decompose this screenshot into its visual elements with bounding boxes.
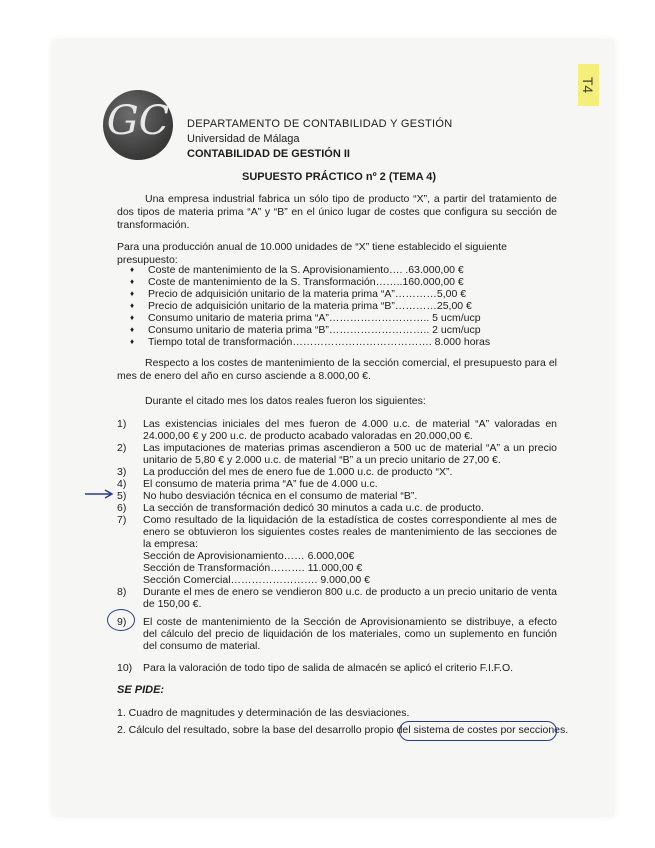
budget-list xyxy=(130,264,490,348)
real-data-intro: Durante el citado mes los datos reales fueron los siguientes: xyxy=(145,395,426,407)
list-item: 1) Las existencias iniciales del mes fueron de 4.000 u.c. de material “A” valoradas en 24.000,00 € y 200 u.c. de producto acabado valoradas en 20.000,00 €. xyxy=(117,418,557,442)
list-item: 9) El coste de mantenimiento de la Sección de Aprovisionamiento se distribuye, a efecto del cálculo del precio de liquidación de los materiales, como un suplemento en función del consumo de material. xyxy=(117,616,557,652)
department-name: DEPARTAMENTO DE CONTABILIDAD Y GESTIÓN xyxy=(187,118,453,130)
handwritten-circle-icon xyxy=(107,609,135,631)
real-data-list xyxy=(117,418,557,674)
university-logo: GC xyxy=(103,90,173,160)
budget-item: ♦ Coste de mantenimiento de la S. Transformación……..160.000,00 € xyxy=(130,276,490,288)
budget-item: ♦ Coste de mantenimiento de la S. Aprovisionamiento…. .63.000,00 € xyxy=(130,264,490,276)
page-title: SUPUESTO PRÁCTICO nº 2 (TEMA 4) xyxy=(242,171,437,183)
handwritten-tab-note: T4 xyxy=(578,64,599,106)
list-item: 8) Durante el mes de enero se vendieron 800 u.c. de producto a un precio unitario de venta de 150,00 €. xyxy=(117,586,557,610)
course-name: CONTABILIDAD DE GESTIÓN II xyxy=(187,148,350,160)
budget-item: ♦ Precio de adquisición unitario de la materia prima “A”…………5,00 € xyxy=(130,288,490,300)
handwritten-oval-icon xyxy=(399,721,557,741)
list-item: 6) La sección de transformación dedicó 30 minutos a cada u.c. de producto. xyxy=(117,502,484,514)
budget-item: ♦ Consumo unitario de materia prima “A”……………………….. 5 ucm/ucp xyxy=(130,312,490,324)
list-item: 7) Como resultado de la liquidación de la estadística de costes correspondiente al mes de enero se obtuvieron los siguientes costes reales de mantenimiento de las secciones de la empresa: Sección de Aprovisionamiento…… 6.000,00€ Sección de Transformación………. 11.000,00 € Sección Comercial……………………. 9.000,00 € xyxy=(117,514,557,586)
budget-item: ♦ Precio de adquisición unitario de la materia prima “B”…………25,00 € xyxy=(130,300,490,312)
list-item: 3) La producción del mes de enero fue de 1.000 u.c. de producto “X”. xyxy=(117,466,453,478)
request-2: 2. Cálculo del resultado, sobre la base del desarrollo propio del sistema de costes por secciones. xyxy=(117,724,569,736)
section-cost-aprov: Sección de Aprovisionamiento…… 6.000,00€ xyxy=(143,550,355,562)
se-pide-heading: SE PIDE: xyxy=(117,684,165,696)
section-cost-comercial: Sección Comercial……………………. 9.000,00 € xyxy=(143,574,370,586)
request-1: 1. Cuadro de magnitudes y determinación de las desviaciones. xyxy=(117,707,410,719)
list-item: 10) Para la valoración de todo tipo de salida de almacén se aplicó el criterio F.I.F.O. xyxy=(117,662,514,674)
budget-intro: Para una producción anual de 10.000 unidades de “X” tiene establecido el siguiente presupuesto: xyxy=(117,241,507,266)
section-cost-transf: Sección de Transformación………. 11.000,00 € xyxy=(143,562,363,574)
university-name: Universidad de Málaga xyxy=(187,133,300,145)
commercial-paragraph: Respecto a los costes de mantenimiento de la sección comercial, el presupuesto para el mes de enero del año en curso asciende a 8.000,00 €. xyxy=(117,357,557,382)
list-item: 4) El consumo de materia prima “A” fue de 4.000 u.c. xyxy=(117,478,378,490)
list-item: 5) No hubo desviación técnica en el consumo de material “B”. xyxy=(117,490,418,502)
list-item: 2) Las imputaciones de materias primas ascendieron a 500 uc de material “A” a un precio unitario de 5,80 € y 2.000 u.c. de material “B” a un precio unitario de 27,00 €. xyxy=(117,442,557,466)
handwritten-arrow-icon xyxy=(84,489,114,499)
budget-item: ♦ Tiempo total de transformación…………………………………. 8.000 horas xyxy=(130,336,490,348)
letterhead xyxy=(187,117,452,162)
budget-item: ♦ Consumo unitario de materia prima “B”……………………….. 2 ucm/ucp xyxy=(130,324,490,336)
intro-paragraph: Una empresa industrial fabrica un sólo tipo de producto “X”, a partir del tratamiento de dos tipos de materia prima “A” y “B” en el único lugar de costes que configura su sección de transformación. xyxy=(117,193,557,231)
